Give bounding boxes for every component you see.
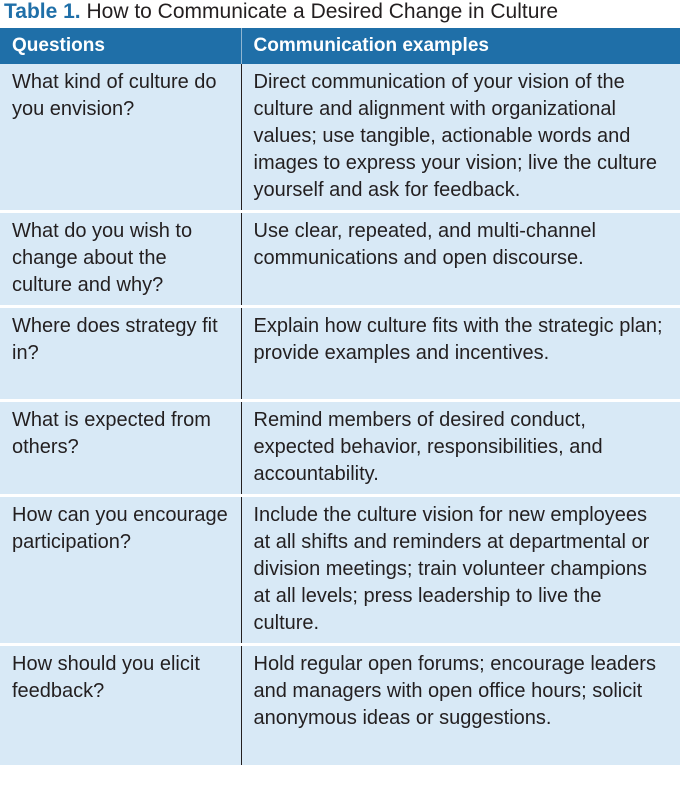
table-row: [0, 401, 680, 496]
table-number: Table 1.: [4, 0, 81, 23]
table-row: [0, 496, 680, 645]
header-row: [0, 28, 680, 64]
question-cell: Where does strategy fit in?: [0, 307, 241, 401]
example-cell: Include the culture vision for new employees at all shifts and reminders at departmental or division meetings; train volunteer champions at all levels; press leadership to live the culture.: [241, 496, 680, 645]
table-row: [0, 645, 680, 765]
header-questions: Questions: [0, 28, 241, 64]
question-cell: What is expected from others?: [0, 401, 241, 496]
question-cell: How can you encourage participation?: [0, 496, 241, 645]
question-cell: What kind of culture do you envision?: [0, 64, 241, 212]
table-row: [0, 307, 680, 401]
example-cell: Use clear, repeated, and multi-channel communications and open discourse.: [241, 212, 680, 307]
table-row: [0, 64, 680, 212]
question-cell: How should you elicit feedback?: [0, 645, 241, 765]
table-row: [0, 212, 680, 307]
table-title: How to Communicate a Desired Change in Culture: [86, 0, 559, 23]
header-communication-examples: Communication examples: [241, 28, 680, 64]
table-caption: [0, 0, 680, 28]
culture-communication-table: [0, 28, 680, 765]
example-cell: Explain how culture fits with the strategic plan; provide examples and incentives.: [241, 307, 680, 401]
example-cell: Hold regular open forums; encourage leaders and managers with open office hours; solicit anonymous ideas or suggestions.: [241, 645, 680, 765]
example-cell: Direct communication of your vision of the culture and alignment with organizational values; use tangible, actionable words and images to express your vision; live the culture yourself and ask for feedback.: [241, 64, 680, 212]
example-cell: Remind members of desired conduct, expected behavior, responsibilities, and accountability.: [241, 401, 680, 496]
question-cell: What do you wish to change about the culture and why?: [0, 212, 241, 307]
